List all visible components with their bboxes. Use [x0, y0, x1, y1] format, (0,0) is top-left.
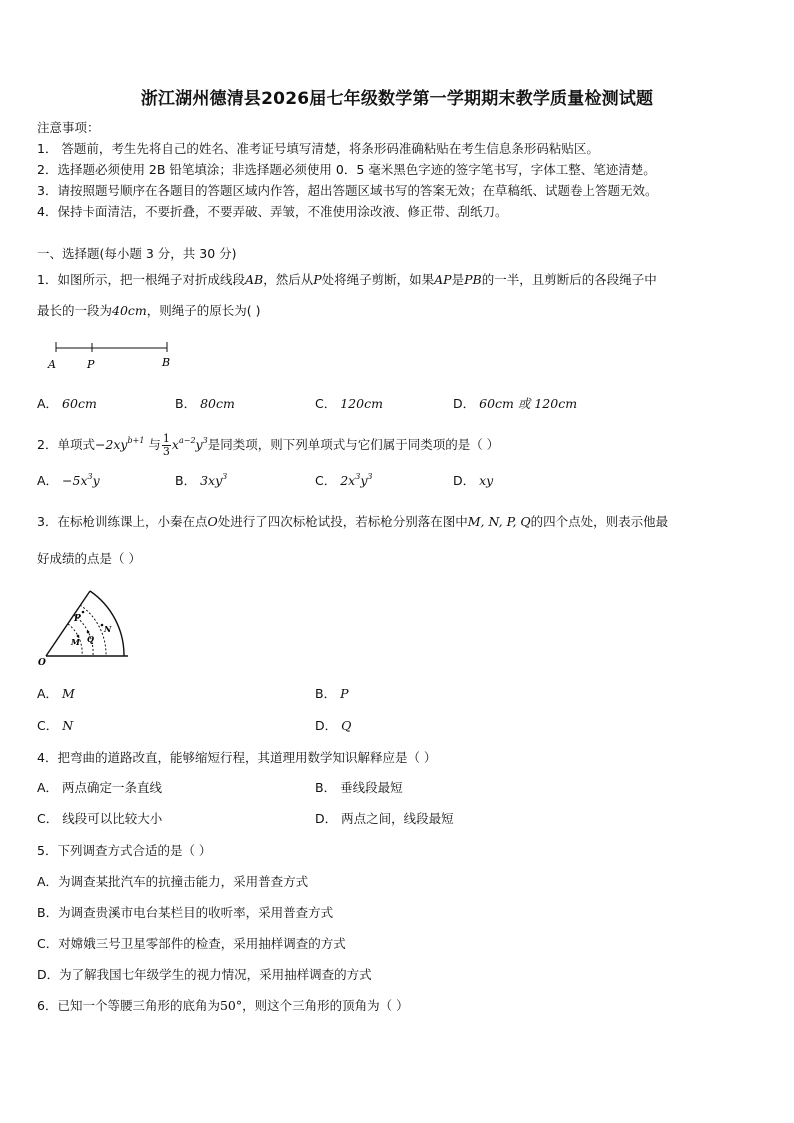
option-a[interactable]: A． $-5x^3y$ [37, 472, 100, 488]
point-label-q: Q [87, 634, 94, 644]
point-label-a: A [48, 358, 56, 371]
notice-item: 2．选择题必须使用 2B 铅笔填涂；非选择题必须使用 0．5 毫米黑色字迹的签字笔书写，字体工整、笔迹清楚。 [37, 162, 656, 177]
javelin-sector-figure [38, 588, 130, 668]
point-label-p: P [87, 358, 95, 371]
option-a[interactable]: A． M [37, 686, 75, 701]
question-4-stem: 4．把弯曲的道路改直，能够缩短行程，其道理用数学知识解释应是（ ） [37, 750, 437, 765]
option-d[interactable]: D． Q [315, 718, 352, 733]
section-heading: 一、选择题(每小题 3 分，共 30 分) [37, 246, 237, 261]
question-6-stem: 6．已知一个等腰三角形的底角为50°，则这个三角形的顶角为（ ） [37, 998, 409, 1013]
point-label-n: N [104, 624, 112, 634]
notice-item: 4．保持卡面清洁，不要折叠，不要弄破、弄皱，不准使用涂改液、修正带、刮纸刀。 [37, 204, 508, 219]
option-d[interactable]: D． xy [453, 473, 494, 488]
option-b[interactable]: B． 80cm [175, 396, 235, 411]
question-1-stem-line2: 最长的一段为40cm，则绳子的原长为( ) [37, 303, 261, 318]
option-c[interactable]: C． 120cm [315, 396, 383, 411]
point-label-b: B [162, 356, 171, 369]
notice-heading: 注意事项： [37, 120, 100, 135]
option-b[interactable]: B．为调查贵溪市电台某栏目的收听率，采用普查方式 [37, 905, 334, 920]
point-label-m: M [71, 637, 80, 647]
option-c[interactable]: C． $2x^3y^3$ [315, 472, 373, 488]
question-2-stem: 2．单项式$-2xy^{b+1}$ 与 $\frac{1}{3}$ $x^{a-2}y^3$是同类项，则下列单项式与它们属于同类项的是（ ） [37, 432, 500, 458]
option-d[interactable]: D．为了解我国七年级学生的视力情况，采用抽样调查的方式 [37, 967, 372, 982]
question-1-stem: 1．如图所示，把一根绳子对折成线段AB，然后从P处将绳子剪断，如果AP是PB的一半，且剪断后的各段绳子中 [37, 272, 657, 287]
point-label-p: P [74, 614, 81, 624]
question-3-stem-line2: 好成绩的点是（ ） [37, 551, 141, 566]
page-title: 浙江湖州德清县2026届七年级数学第一学期期末教学质量检测试题 [140, 89, 654, 109]
option-c[interactable]: C．对嫦娥三号卫星零部件的检查，采用抽样调查的方式 [37, 936, 346, 951]
notice-item: 1． 答题前，考生先将自己的姓名、准考证号填写清楚，将条形码准确粘贴在考生信息条形码粘贴区。 [37, 141, 599, 156]
option-c[interactable]: C． 线段可以比较大小 [37, 811, 163, 826]
option-b[interactable]: B． P [315, 686, 349, 701]
question-5-stem: 5．下列调查方式合适的是（ ） [37, 843, 212, 858]
fraction: $\frac{1}{3}$ [162, 432, 170, 458]
point-label-o: O [38, 658, 46, 668]
rope-segment-figure [42, 338, 182, 374]
option-a[interactable]: A．为调查某批汽车的抗撞击能力，采用普查方式 [37, 874, 309, 889]
question-3-stem: 3．在标枪训练课上，小秦在点O处进行了四次标枪试投，若标枪分别落在图中M, N, P, Q的四个点处，则表示他最 [37, 514, 669, 529]
option-d[interactable]: D． 60cm 或 120cm [453, 396, 578, 411]
notice-item: 3．请按照题号顺序在各题目的答题区域内作答，超出答题区域书写的答案无效；在草稿纸、试题卷上答题无效。 [37, 183, 658, 198]
option-b[interactable]: B． 垂线段最短 [315, 780, 403, 795]
option-b[interactable]: B． $3xy^3$ [175, 472, 228, 488]
option-d[interactable]: D． 两点之间，线段最短 [315, 811, 454, 826]
option-c[interactable]: C． N [37, 718, 74, 733]
option-a[interactable]: A． 60cm [37, 396, 97, 411]
option-a[interactable]: A． 两点确定一条直线 [37, 780, 163, 795]
